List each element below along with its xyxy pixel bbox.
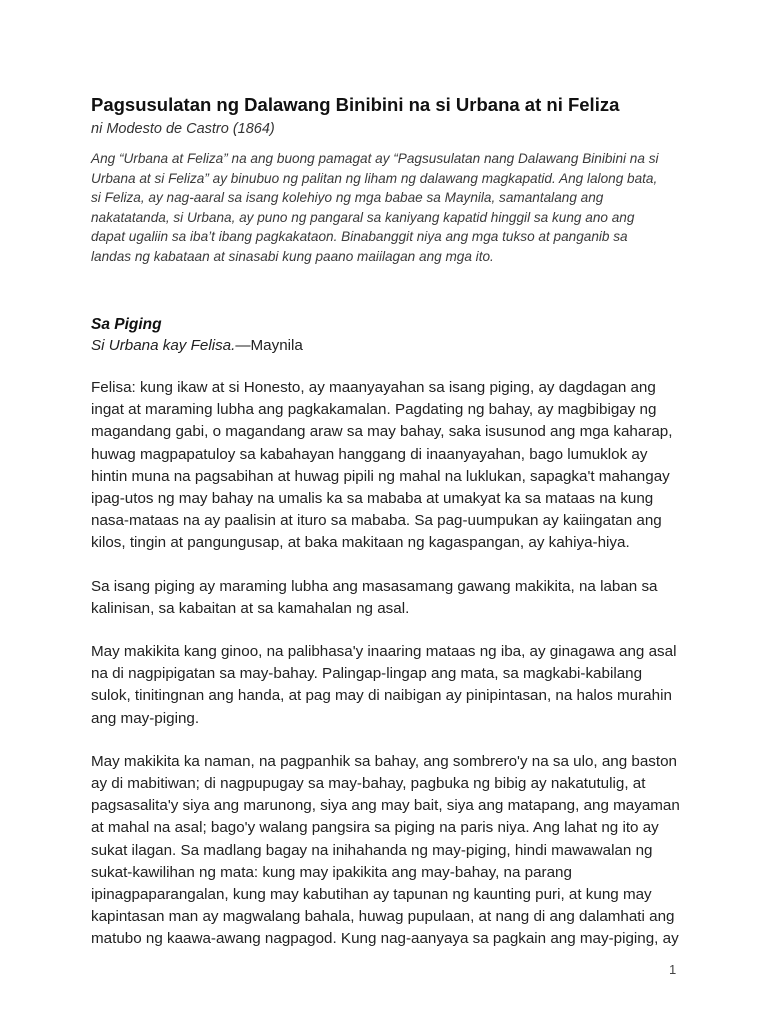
body-line: sukat-kawilihan ng mata: kung may ipakikita ang may-bahay, na parang (91, 863, 572, 881)
body-line: sukat ilagan. Sa madlang bagay na inihahanda ng may-piging, hindi mawawalan ng (91, 841, 653, 859)
body-line: May makikita ka naman, na pagpanhik sa bahay, ang sombrero'y na sa ulo, ang baston (91, 752, 678, 770)
body-line: matubo ng kaawa-awang nagpagod. Kung nag-aanyaya sa pagkain ang may-piging, ay (91, 930, 679, 948)
body-line: magandang gabi, o magandang araw sa may bahay, saka isusunod ang mga kaharap, (91, 423, 673, 441)
intro-line: Ang “Urbana at Feliza” na ang buong pamagat ay “Pagsusulatan nang Dalawang Binibini na si (91, 151, 659, 166)
intro-line: si Feliza, ay nag-aaral sa isang kolehiyo ng mga babae sa Maynila, samantalang ang (91, 190, 604, 205)
intro-paragraph (91, 149, 681, 266)
body-line: kapintasan man ay magwalang bahala, huwag pupulaan, at nang di ang dalamhati ang (91, 908, 675, 926)
body-line: Sa isang piging ay maraming lubha ang masasamang gawang makikita, na laban sa (91, 577, 658, 595)
intro-line: dapat ugaliin sa iba’t ibang pagkakataon. Binabanggit niya ang mga tukso at panganib sa (91, 229, 628, 244)
document-title: Pagsusulatan ng Dalawang Binibini na si Urbana at ni Feliza (91, 94, 620, 115)
section-title: Sa Piging (91, 316, 162, 333)
letter-header (91, 335, 681, 357)
author-byline: ni Modesto de Castro (1864) (91, 121, 275, 137)
body-line: huwag magpapatuloy sa kabahayan hanggang di inaanyayahan, bago lumuklok ay (91, 445, 648, 463)
body-line: na di nagpipigatan sa may-bahay. Palingap-lingap ang mata, sa magkabi-kabilang (91, 665, 643, 683)
body-line: kilos, tingin at pangungusap, at baka makitaan ng kagaspangan, ay kahiya-hiya. (91, 534, 630, 552)
intro-line: Urbana at si Feliza” ay binubuo ng palitan ng liham ng dalawang magkapatid. Ang lalong bata, (91, 170, 658, 186)
body-line: ingat at maraming lubha ang pagkakamalan. Pagdating ng bahay, ay magbibigay ng (91, 401, 657, 419)
body-line: nasa-mataas na ay paalisin at ituro sa mababa. Sa pag-uumpukan ay kaiingatan ang (91, 512, 662, 530)
letter-place: —Maynila (235, 337, 303, 354)
body-line: kalinisan, sa kabaitan at sa kamahalan ng asal. (91, 599, 410, 617)
body-line: at mahal na asal; bago'y walang pangsira sa piging na paris niya. Ang lahat ng ito ay (91, 819, 659, 837)
body-line: ipag-utos ng may bahay na umalis ka sa mababa at umakyat ka sa mataas na kung (91, 490, 654, 508)
body-line: sulok, tinitingnan ang handa, at pag may di naibigan ay pinipintasan, na halos murahin (91, 687, 672, 705)
intro-line: landas ng kabataan at sinasabi kung paano maiilagan ang mga ito. (91, 248, 494, 264)
body-paragraph (91, 641, 681, 730)
intro-line: nakatatanda, si Urbana, ay puno ng pangaral sa kaniyang kapatid hinggil sa kung ano ang (91, 209, 635, 225)
body-line: hintin muna na pagsabihan at huwag pipili ng mahal na luklukan, sapagka't mahangay (91, 467, 670, 485)
body-line: ay di mabitiwan; di nagpupugay sa may-bahay, pagbuka ng bibig ay nakatutulig, at (91, 775, 646, 793)
letter-from: Si Urbana kay Felisa. (91, 337, 236, 354)
body-paragraph (91, 377, 681, 555)
body-paragraph (91, 751, 681, 951)
section-sa-piging (91, 315, 681, 951)
document-content (91, 92, 681, 972)
body-line: May makikita kang ginoo, na palibhasa'y inaaring mataas ng iba, ay ginagawa ang asal (91, 643, 677, 661)
body-line: pagsasalita'y siya ang marunong, siya ang may bait, siya ang matapang, ang mayaman (91, 797, 680, 815)
body-line: Felisa: kung ikaw at si Honesto, ay maanyayahan sa isang piging, ay dagdagan ang (91, 379, 656, 396)
page-number: 1 (669, 962, 677, 977)
body-paragraph (91, 576, 681, 620)
body-line: ipinagpaparangalan, kung may kabutihan ay tapunan ng kaunting puri, at kung may (91, 886, 652, 904)
body-line: ang may-piging. (91, 709, 200, 727)
